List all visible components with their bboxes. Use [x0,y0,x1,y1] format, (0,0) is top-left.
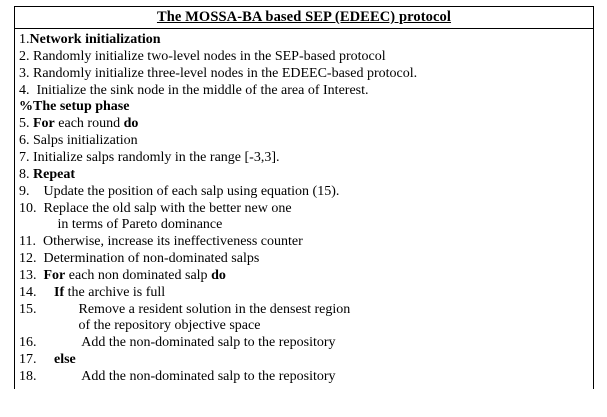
step-number: 1. [19,32,30,47]
step-number: 5. [19,116,30,132]
step-text: Randomly initialize three-level nodes in the EDEEC-based protocol. [29,65,418,81]
algorithm-title: The MOSSA-BA based SEP (EDEEC) protocol [156,9,452,25]
algorithm-box [14,6,594,389]
step-keyword: else [54,352,76,368]
step-keyword: If [54,284,65,300]
algorithm-step [15,65,417,82]
step-text: in terms of Pareto dominance [19,217,223,233]
step-number: 12. [19,251,37,267]
step-text: Salps initialization [29,133,138,149]
algorithm-step [15,284,165,301]
step-keyword-do: do [211,267,226,283]
algorithm-step [15,31,161,48]
step-text: Initialize salps randomly in the range [-3,3]. [29,149,280,165]
algorithm-step [15,334,336,351]
step-number: 11. [19,234,36,250]
step-text: Add the non-dominated salp to the repository [36,369,336,384]
algorithm-step [15,368,336,385]
algorithm-step [15,233,303,250]
step-keyword: For [43,267,66,283]
step-number: 7. [19,149,30,165]
algorithm-header [15,7,593,29]
step-keyword: For [33,116,55,132]
algorithm-step [15,317,260,334]
step-text-tail: each round [54,116,124,132]
algorithm-step [15,132,138,149]
algorithm-step [15,301,350,318]
step-number: 18. [19,369,37,384]
step-text: Replace the old salp with the better new one [36,200,292,216]
step-number: 9. [19,183,30,199]
step-text: Update the position of each salp using equation (15). [29,183,340,199]
step-text: of the repository objective space [19,318,261,334]
algorithm-step [15,82,369,99]
algorithm-step [15,98,129,115]
step-number: 2. [19,48,30,64]
algorithm-step [15,149,279,166]
step-text: Otherwise, increase its ineffectiveness counter [35,234,303,250]
step-keyword-do: do [123,116,139,132]
step-number: 3. [19,65,30,81]
step-number: 16. [19,335,37,351]
step-text: Remove a resident solution in the densest region [36,301,351,317]
step-text: Initialize the sink node in the middle of the area of Interest. [29,82,369,98]
step-number: 4. [19,82,30,98]
step-number: 17. [19,352,37,368]
step-keyword: Repeat [33,166,75,182]
step-keyword: Network initialization [29,32,161,47]
step-text: Add the non-dominated salp to the repository [36,335,336,351]
algorithm-step [15,183,339,200]
step-text: Randomly initialize two-level nodes in the SEP-based protocol [29,48,386,64]
step-text-tail: each non dominated salp [65,267,212,283]
step-keyword: The setup phase [33,99,130,115]
step-number: 10. [19,200,37,216]
step-number: 6. [19,133,30,149]
step-number: 13. [19,267,37,283]
algorithm-step [15,115,138,132]
step-text [37,268,44,283]
algorithm-step [15,48,386,65]
algorithm-step [15,216,222,233]
step-text-tail: the archive is full [64,284,166,300]
algorithm-step [15,200,292,217]
algorithm-step [15,250,259,267]
algorithm-step [15,166,75,183]
step-text: Determination of non-dominated salps [36,251,260,267]
step-number: 15. [19,301,37,317]
algorithm-step [15,267,226,284]
algorithm-step [15,351,76,368]
step-number: % [19,99,33,115]
step-text [37,285,55,300]
step-text [37,352,55,367]
step-number: 14. [19,284,37,300]
step-number: 8. [19,166,30,182]
